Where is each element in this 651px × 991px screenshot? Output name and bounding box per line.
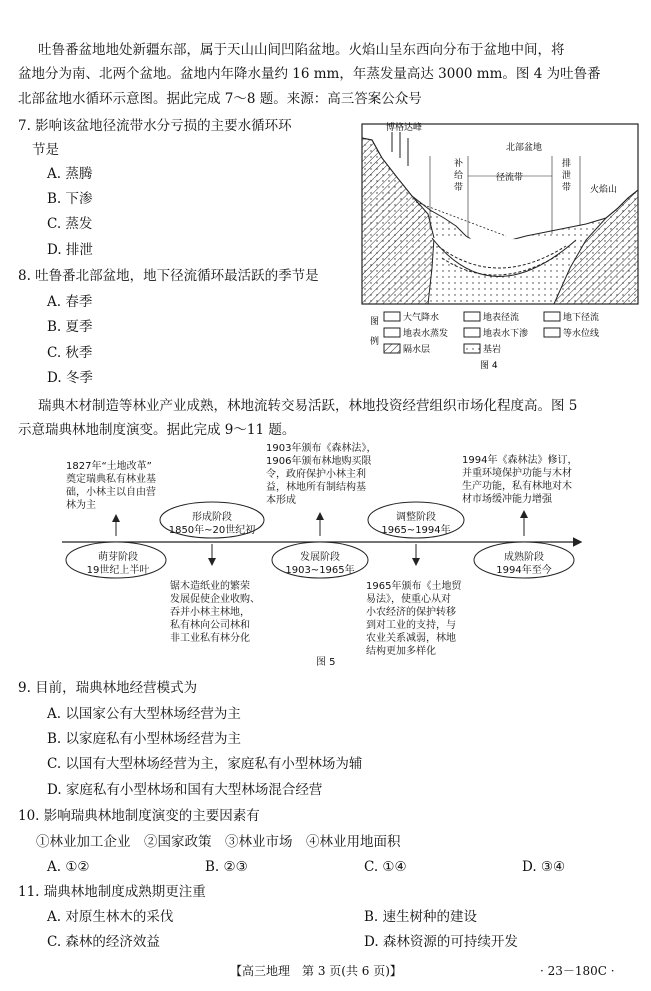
fig4-recharge-label-3: 带 (454, 183, 464, 193)
fig5-note-1903-line1: 1903年颁布《森林法》， (266, 443, 377, 454)
fig5-note-sawmill-line1: 锯木造纸业的繁荣 (170, 581, 250, 592)
fig5-note-1994 (462, 454, 602, 506)
fig5-note-1994-line3: 生产功能，私有林地对木 (462, 481, 572, 492)
q7-option-d: D. 排泄 (47, 242, 93, 258)
fig5-note-1965-line1: 1965年颁布《土地贸 (366, 581, 462, 592)
fig4-runoff-label: 径流带 (496, 173, 524, 183)
fig5-note-sawmill-line2: 发展促使企业收购、 (170, 594, 260, 605)
fig5-note-1903-line2: 1906年颁布林地购买限 (266, 456, 372, 467)
q10-items: ①林业加工企业 ②国家政策 ③林业市场 ④林业用地面积 (36, 834, 401, 850)
fig4-recharge-label-1: 补 (454, 159, 464, 169)
q9-option-c: C. 以国有大型林场经营为主，家庭私有小型林场为辅 (47, 756, 363, 772)
fig4-legend-swatch-infiltration (464, 328, 480, 337)
fig4-discharge-label-2: 泄 (562, 171, 572, 181)
fig4-legend-swatch-water-level (544, 328, 560, 337)
fig4-legend-evaporation: 地表水蒸发 (403, 329, 449, 339)
q10-option-d: D. ③④ (522, 859, 566, 875)
fig5-note-1903-line5: 本形成 (266, 495, 296, 506)
fig4-legend-precip: 大气降水 (403, 313, 440, 323)
fig5-note-1827-line1: 1827年“土地改革” (66, 461, 152, 472)
figure-5-timeline (0, 440, 651, 670)
q7-option-a: A. 蒸腾 (47, 166, 93, 182)
q11-option-c: C. 森林的经济效益 (47, 934, 160, 950)
q7-stem-line1: 7. 影响该盆地径流带水分亏损的主要水循环环 (18, 118, 292, 134)
intro1-line3: 北部盆地水循环示意图。据此完成 7～8 题。来源：高三答案公众号 (18, 91, 422, 107)
fig4-legend-label-2: 例 (370, 337, 380, 347)
fig5-stage-5-period: 1994年至今 (496, 565, 552, 576)
fig5-note-1965-line4: 到对工业的支持，与 (366, 620, 456, 631)
fig5-stage-2-period: 1850年~20世纪初 (168, 525, 256, 536)
fig5-note-1903-line3: 令，政府保护小林主利 (266, 469, 366, 480)
fig5-note-1965-line5: 农业关系减弱，林地 (366, 633, 456, 644)
q8-option-c: C. 秋季 (47, 345, 93, 361)
fig4-legend-aquiclude: 隔水层 (403, 345, 431, 355)
fig4-legend-swatch-bedrock (464, 344, 480, 353)
fig5-stage-5-name: 成熟阶段 (504, 552, 544, 563)
q7-option-b: B. 下渗 (47, 191, 93, 207)
fig5-note-1965-line3: 小农经济的保护转移 (366, 607, 456, 618)
fig4-legend-bedrock: 基岩 (483, 345, 502, 355)
fig4-caption: 图 4 (480, 361, 498, 371)
fig4-recharge-label-2: 给 (454, 171, 464, 181)
fig4-legend-infiltration: 地表水下渗 (483, 329, 529, 339)
fig4-discharge-label-3: 带 (562, 183, 572, 193)
fig5-note-1903-line4: 益，林地所有制结构基 (266, 482, 366, 493)
fig5-caption: 图 5 (316, 657, 336, 668)
fig5-stage-4-name: 调整阶段 (396, 512, 436, 523)
fig5-note-1994-line2: 并重环境保护功能与木材 (462, 468, 572, 479)
fig4-legend-groundwater: 地下径流 (563, 313, 600, 323)
fig5-note-1994-line4: 材市场缓冲能力增强 (462, 494, 552, 505)
intro1-line2: 盆地分为南、北两个盆地。盆地内年降水量约 16 mm，年蒸发量高达 3000 mm。图 4 为吐鲁番 (18, 66, 601, 82)
q8-option-a: A. 春季 (47, 294, 93, 310)
intro2-line1: 瑞典木材制造等林业产业成熟，林地流转交易活跃，林地投资经营组织市场化程度高。图 5 (38, 398, 578, 414)
fig5-stage-3-name: 发展阶段 (300, 552, 340, 563)
q10-option-a: A. ①② (47, 859, 90, 875)
q10-option-b: B. ②③ (205, 859, 248, 875)
fig4-bedrock-left (362, 138, 434, 304)
fig5-note-sawmill (170, 580, 274, 645)
q7-stem-line2: 节是 (32, 142, 59, 158)
fig5-note-sawmill-line4: 私有林向公司林和 (170, 620, 250, 631)
fig5-note-1965-line2: 易法》，使重心从对 (366, 594, 451, 605)
footer-code: · 23－180C · (540, 964, 615, 978)
fig5-note-1827-line2: 奠定瑞典私有林业基 (66, 474, 156, 485)
fig4-basin-label: 北部盆地 (506, 143, 543, 153)
q9-option-d: D. 家庭私有小型林场和国有大型林场混合经营 (47, 782, 323, 798)
figure-4-water-cycle (356, 118, 642, 376)
fig5-stage-2-name: 形成阶段 (192, 512, 232, 523)
q9-option-b: B. 以家庭私有小型林场经营为主 (47, 731, 242, 747)
q11-option-d: D. 森林资源的可持续开发 (364, 934, 518, 950)
fig4-legend-surface-runoff: 地表径流 (483, 313, 520, 323)
q11-stem: 11. 瑞典林地制度成熟期更注重 (18, 884, 206, 900)
fig5-stage-1-name: 萌芽阶段 (98, 552, 138, 563)
q8-option-b: B. 夏季 (47, 319, 93, 335)
fig5-note-1965 (366, 580, 478, 658)
fig5-note-1903 (266, 442, 396, 507)
q8-option-d: D. 冬季 (47, 370, 93, 386)
fig4-legend-swatch-surface-runoff (464, 312, 480, 321)
fig4-precip-arrows (392, 132, 408, 166)
fig4-peak-label: 博格达峰 (386, 123, 423, 133)
fig5-note-1827-line4: 林为主 (66, 500, 96, 511)
fig4-legend-swatch-evaporation (384, 328, 400, 337)
fig4-legend-swatch-aquiclude (384, 344, 400, 353)
fig5-note-1965-line6: 结构更加多样化 (366, 646, 436, 657)
q7-option-c: C. 蒸发 (47, 216, 93, 232)
fig5-stage-3-period: 1903~1965年 (285, 565, 355, 576)
footer-page-info: 【高三地理 第 3 页(共 6 页)】 (230, 964, 402, 978)
fig5-stage-4-period: 1965~1994年 (381, 525, 451, 536)
q11-option-b: B. 速生树种的建设 (364, 909, 478, 925)
fig5-note-sawmill-line5: 非工业私有林分化 (170, 633, 250, 644)
q11-option-a: A. 对原生林木的采伐 (47, 909, 174, 925)
fig5-note-1827-line3: 础，小林主以自由营 (66, 487, 156, 498)
fig5-note-1994-line1: 1994年《森林法》修订， (462, 455, 578, 466)
q9-stem: 9. 目前，瑞典林地经营模式为 (18, 680, 198, 696)
fig5-note-1827 (66, 460, 186, 512)
fig4-legend-swatch-precip (384, 312, 400, 321)
q9-option-a: A. 以国家公有大型林场经营为主 (47, 706, 241, 722)
fig4-legend-label-1: 图 (370, 317, 380, 327)
q10-stem: 10. 影响瑞典林地制度演变的主要因素有 (18, 808, 260, 824)
intro2-line2: 示意瑞典林地制度演变。据此完成 9～11 题。 (18, 422, 296, 438)
fig4-legend-swatch-groundwater (544, 312, 560, 321)
fig5-note-sawmill-line3: 吞并小林主林地， (170, 607, 250, 618)
intro1-line1: 吐鲁番盆地地处新疆东部，属于天山山间凹陷盆地。火焰山呈东西向分布于盆地中间，将 (38, 42, 565, 58)
q8-stem: 8. 吐鲁番北部盆地，地下径流循环最活跃的季节是 (18, 268, 319, 284)
fig4-mountain-label: 火焰山 (590, 185, 618, 195)
fig4-discharge-label-1: 排 (562, 159, 572, 169)
q10-option-c: C. ①④ (364, 859, 407, 875)
fig4-legend-water-level: 等水位线 (563, 329, 600, 339)
fig5-stage-1-period: 19世纪上半叶 (86, 565, 150, 576)
